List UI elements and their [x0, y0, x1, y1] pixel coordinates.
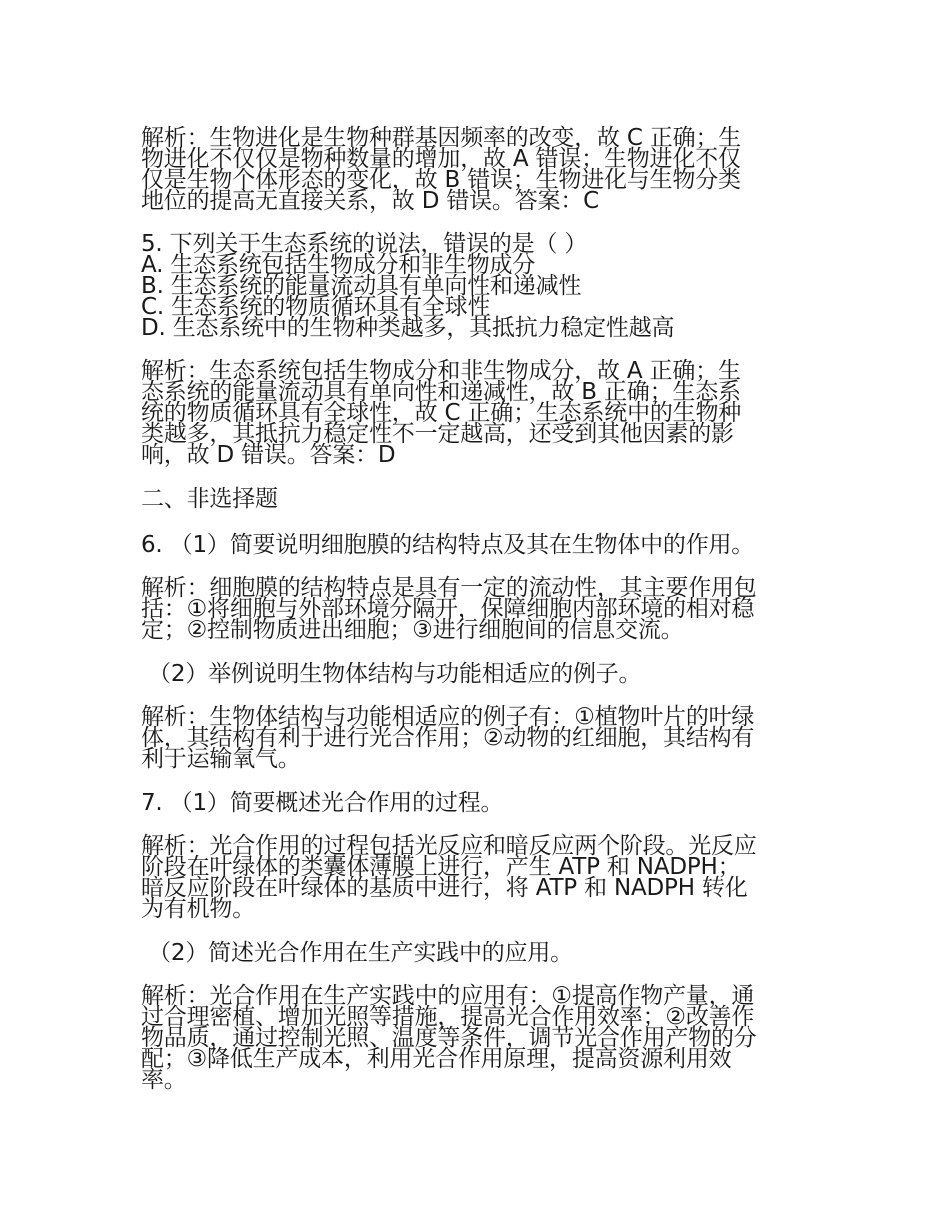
- analysis-q6-1-line-3: 定；②控制物质进出细胞；③进行细胞间的信息交流。: [141, 617, 684, 643]
- analysis-q5-line-2: 态系统的能量流动具有单向性和递减性，故 B 正确；生态系: [141, 379, 741, 405]
- analysis-q6-part-1: [141, 575, 813, 643]
- analysis-q7-2-line-2: 过合理密植、增加光照等措施，提高光合作用效率；②改善作: [141, 1004, 755, 1030]
- analysis-q7-2-line-4: 配；③降低生产成本，利用光合作用原理，提高资源利用效: [141, 1046, 732, 1072]
- question-5-option-d: D. 生态系统中的生物种类越多，其抵抗力稳定性越高: [141, 315, 675, 341]
- analysis-q5-line-1: 解析：生态系统包括生物成分和非生物成分，故 A 正确；生: [141, 358, 741, 384]
- question-6-part-1: 6. （1）简要说明细胞膜的结构特点及其在生物体中的作用。: [141, 532, 755, 558]
- analysis-q7-2-line-5: 率。: [141, 1067, 187, 1093]
- question-5-stem: 5. 下列关于生态系统的说法，错误的是（ ）: [141, 231, 588, 257]
- question-5: [141, 231, 813, 341]
- analysis-q7-2-line-3: 物品质，通过控制光照、温度等条件，调节光合作用产物的分: [141, 1025, 757, 1051]
- analysis-q7-1-line-3: 暗反应阶段在叶绿体的基质中进行，将 ATP 和 NADPH 转化: [141, 875, 748, 901]
- analysis-q6-2-line-3: 利于运输氧气。: [141, 746, 301, 772]
- analysis-q6-part-2: [141, 704, 813, 772]
- question-7-part-1: 7. （1）简要概述光合作用的过程。: [141, 790, 504, 816]
- analysis-q7-part-2: [141, 983, 813, 1093]
- analysis-q5-line-3: 统的物质循环具有全球性，故 C 正确；生态系统中的生物种: [141, 400, 742, 426]
- analysis-q7-2-line-1: 解析：光合作用在生产实践中的应用有：①提高作物产量，通: [141, 983, 755, 1009]
- analysis-q7-1-line-4: 为有机物。: [141, 896, 256, 922]
- analysis-q4-line-3: 仅是生物个体形态的变化，故 B 错误；生物进化与生物分类: [141, 167, 741, 193]
- analysis-q4-line-4: 地位的提高无直接关系，故 D 错误。答案：C: [141, 188, 599, 214]
- analysis-q5: [141, 358, 813, 468]
- analysis-q7-1-line-2: 阶段在叶绿体的类囊体薄膜上进行，产生 ATP 和 NADPH；: [141, 854, 741, 880]
- analysis-q7-part-1: [141, 833, 813, 922]
- analysis-q5-line-4: 类越多，其抵抗力稳定性不一定越高，还受到其他因素的影: [141, 421, 734, 447]
- analysis-q7-1-line-1: 解析：光合作用的过程包括光反应和暗反应两个阶段。光反应: [141, 833, 757, 859]
- analysis-q4-line-1: 解析：生物进化是生物种群基因频率的改变，故 C 正确；生: [141, 125, 742, 151]
- question-5-option-a: A. 生态系统包括生物成分和非生物成分: [141, 252, 536, 278]
- analysis-q4-line-2: 物进化不仅仅是物种数量的增加，故 A 错误；生物进化不仅: [141, 146, 741, 172]
- document-page: [141, 125, 813, 1093]
- analysis-q6-2-line-1: 解析：生物体结构与功能相适应的例子有：①植物叶片的叶绿: [141, 704, 755, 730]
- question-7-part-2: （2）简述光合作用在生产实践中的应用。: [141, 940, 573, 966]
- analysis-q6-2-line-2: 体，其结构有利于进行光合作用；②动物的红细胞，其结构有: [141, 725, 755, 751]
- analysis-q4: [141, 125, 813, 214]
- analysis-q6-1-line-2: 括：①将细胞与外部环境分隔开，保障细胞内部环境的相对稳: [141, 596, 755, 622]
- question-5-option-b: B. 生态系统的能量流动具有单向性和递减性: [141, 273, 582, 299]
- question-5-option-c: C. 生态系统的物质循环具有全球性: [141, 294, 491, 320]
- section-heading: 二、非选择题: [141, 486, 278, 512]
- analysis-q6-1-line-1: 解析：细胞膜的结构特点是具有一定的流动性，其主要作用包: [141, 575, 757, 601]
- analysis-q5-line-5: 响，故 D 错误。答案：D: [141, 442, 396, 468]
- question-6-part-2: （2）举例说明生物体结构与功能相适应的例子。: [141, 661, 642, 687]
